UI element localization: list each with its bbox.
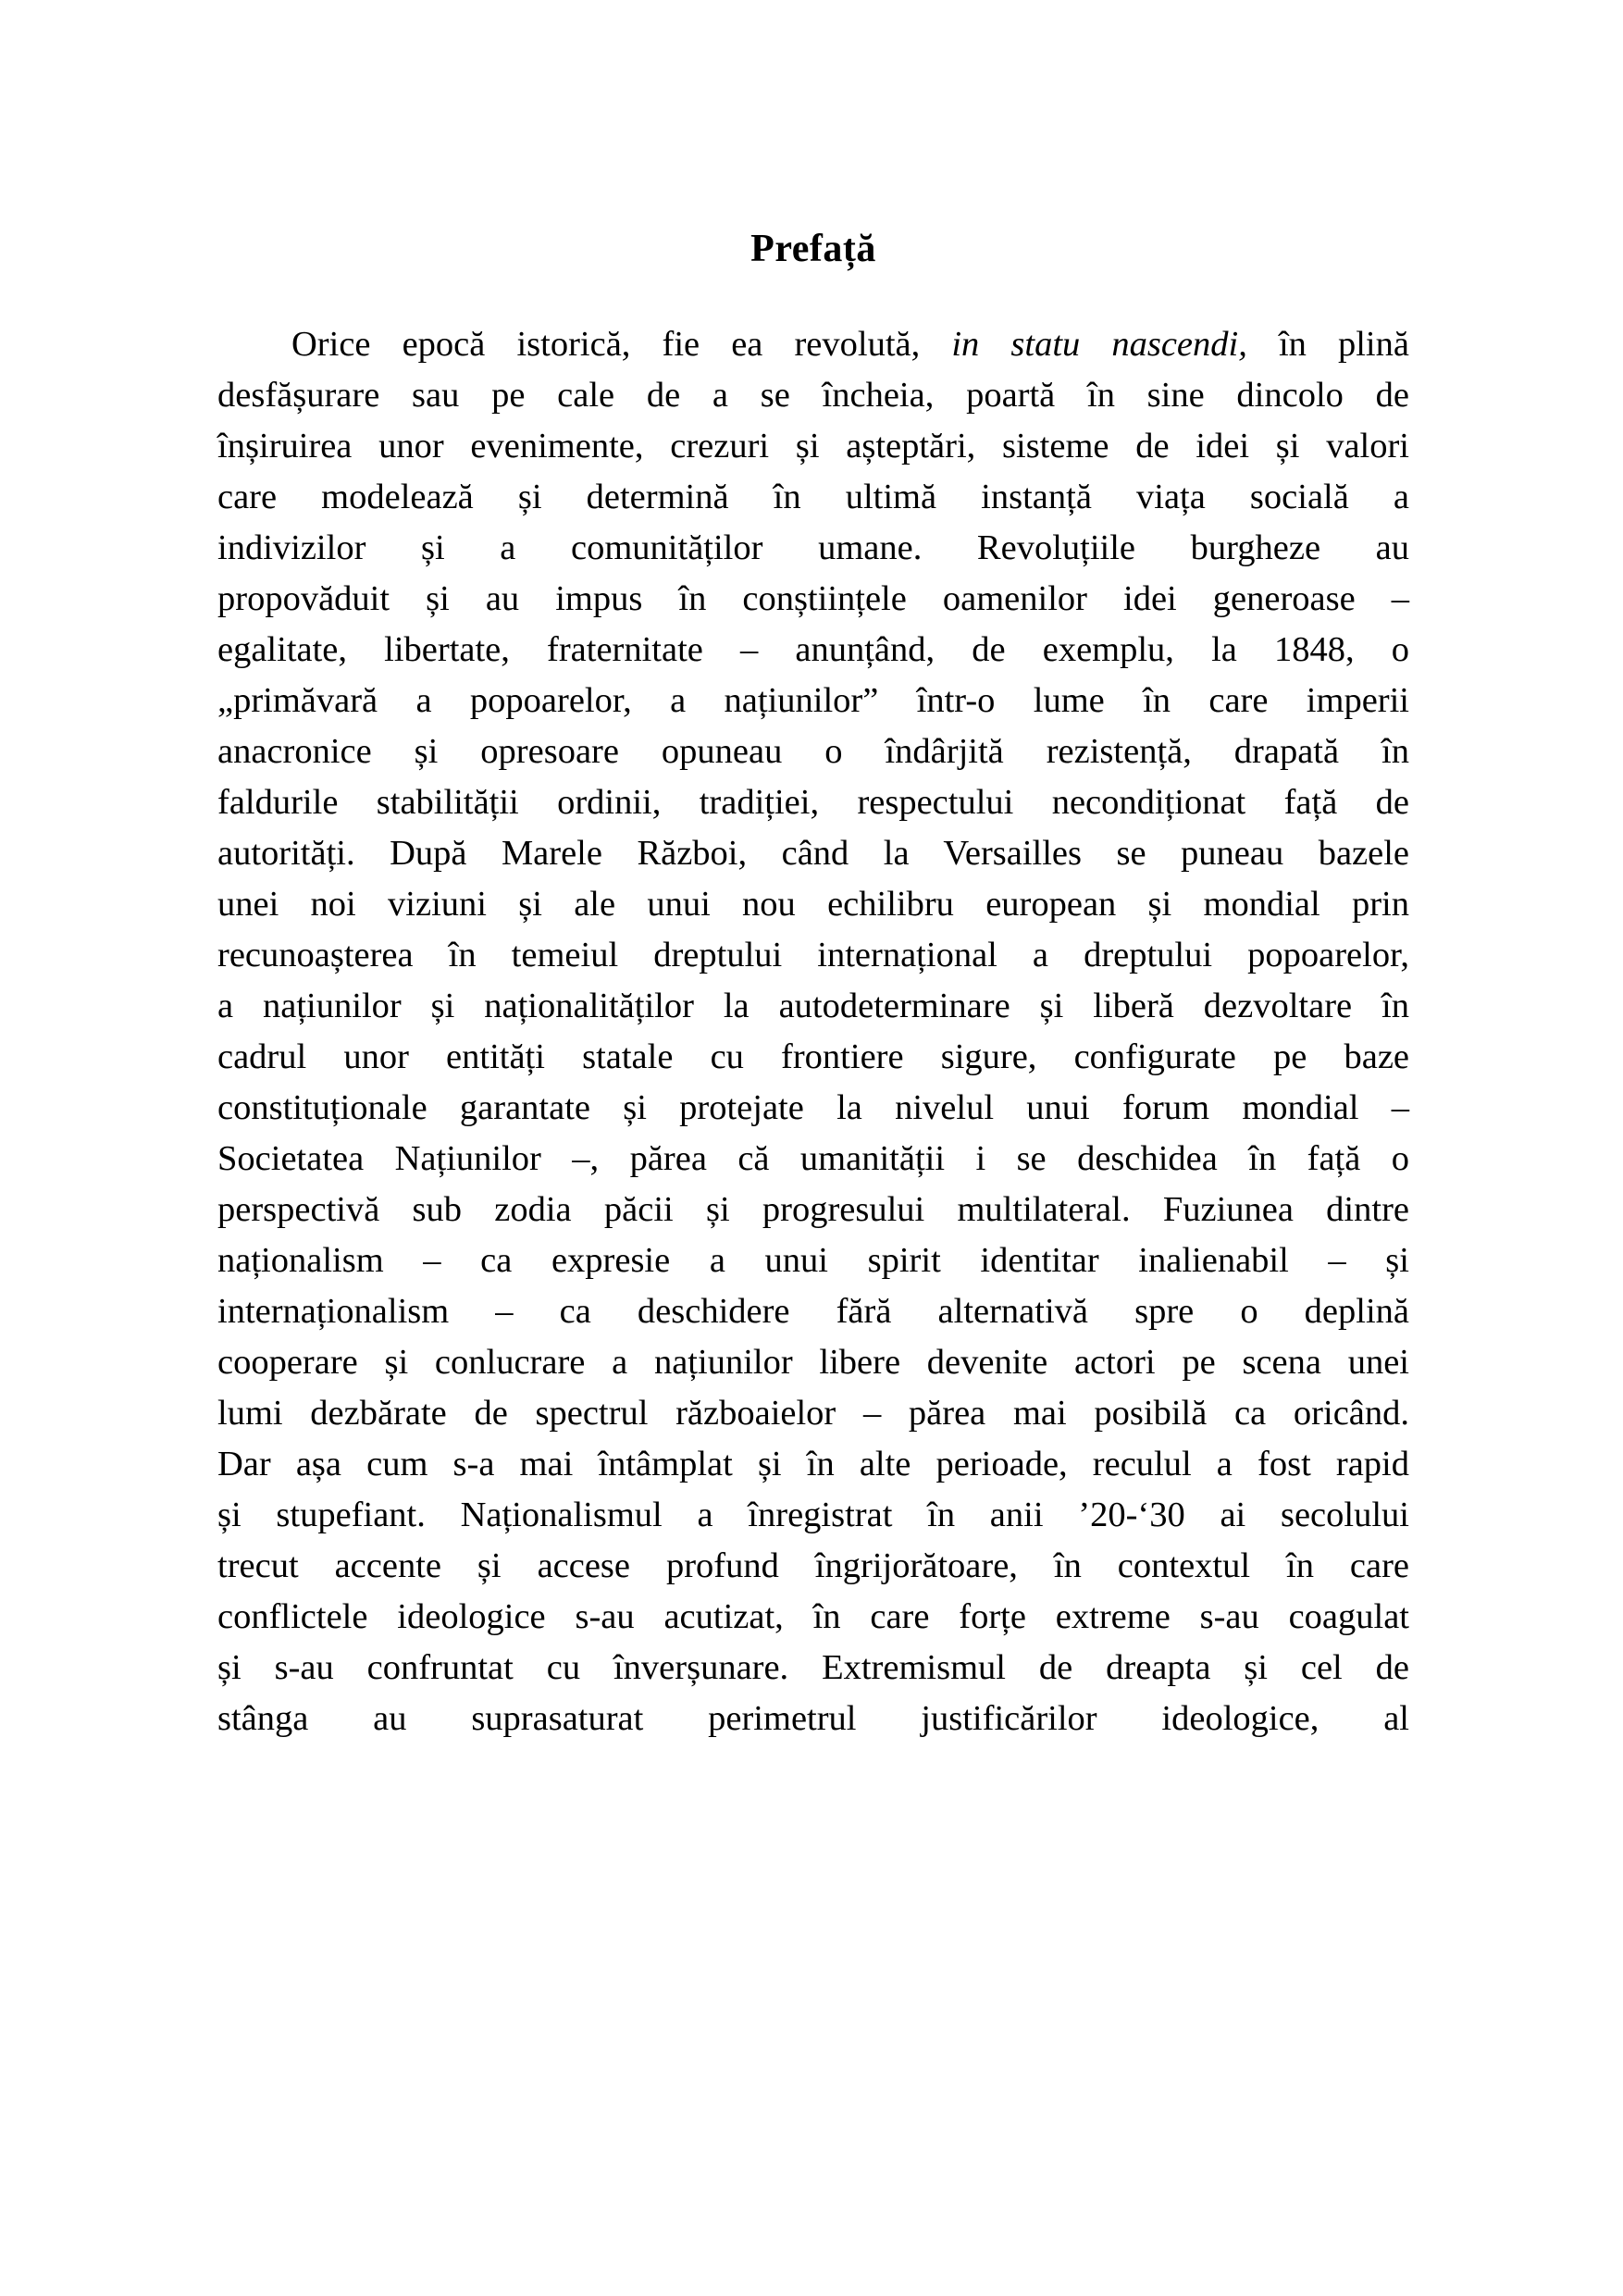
text-line: cooperare și conlucrare a națiunilor libere devenite actori pe scena unei xyxy=(217,1343,1409,1383)
text-line: faldurile stabilității ordinii, tradiției, respectului necondiționat față de xyxy=(217,783,1409,823)
page-content xyxy=(217,227,1409,1744)
preface-body xyxy=(217,319,1409,1744)
text-line: trecut accente și accese profund îngrijorătoare, în contextul în care xyxy=(217,1546,1409,1586)
text-line: constituționale garantate și protejate la nivelul unui forum mondial – xyxy=(217,1088,1409,1128)
text-line: recunoașterea în temeiul dreptului internațional a dreptului popoarelor, xyxy=(217,936,1409,975)
page-title: Prefață xyxy=(750,228,876,270)
text-line: naționalism – ca expresie a unui spirit identitar inalienabil – și xyxy=(217,1241,1409,1281)
text-line: Societatea Națiunilor –, părea că umanității i se deschidea în față o xyxy=(217,1139,1409,1179)
text-line: Orice epocă istorică, fie ea revolută, in statu nascendi, în plină xyxy=(291,325,1409,365)
text-line: propovăduit și au impus în conștiințele oamenilor idei generoase – xyxy=(217,579,1409,619)
text-line: lumi dezbărate de spectrul războaielor – părea mai posibilă ca oricând. xyxy=(217,1394,1409,1433)
text-line: desfășurare sau pe cale de a se încheia, poartă în sine dincolo de xyxy=(217,376,1409,416)
text-line: a națiunilor și naționalităților la autodeterminare și liberă dezvoltare în xyxy=(217,987,1409,1026)
text-line: unei noi viziuni și ale unui nou echilibru european și mondial prin xyxy=(217,885,1409,925)
text-line: egalitate, libertate, fraternitate – anunțând, de exemplu, la 1848, o xyxy=(217,630,1409,670)
text-line: și stupefiant. Naționalismul a înregistrat în anii ’20-‘30 ai secolului xyxy=(217,1496,1409,1535)
text-line: și s-au confruntat cu înverșunare. Extremismul de dreapta și cel de xyxy=(217,1648,1409,1688)
text-line: înșiruirea unor evenimente, crezuri și așteptări, sisteme de idei și valori xyxy=(217,427,1409,466)
text-line: anacronice și opresoare opuneau o îndârjită rezistență, drapată în xyxy=(217,732,1409,772)
text-line: care modelează și determină în ultimă instanță viața socială a xyxy=(217,478,1409,517)
text-line: „primăvară a popoarelor, a națiunilor” într-o lume în care imperii xyxy=(217,681,1409,721)
text-line: perspectivă sub zodia păcii și progresului multilateral. Fuziunea dintre xyxy=(217,1190,1409,1230)
text-line: internaționalism – ca deschidere fără alternativă spre o deplină xyxy=(217,1292,1409,1332)
text-line: Dar așa cum s-a mai întâmplat și în alte perioade, reculul a fost rapid xyxy=(217,1445,1409,1484)
text-line: autorități. După Marele Război, când la Versailles se puneau bazele xyxy=(217,834,1409,874)
latin-phrase: in statu nascendi, xyxy=(951,325,1247,365)
text-line: cadrul unor entități statale cu frontiere sigure, configurate pe baze xyxy=(217,1037,1409,1077)
paragraph-1 xyxy=(217,319,1409,1744)
text-line: indivizilor și a comunităților umane. Revoluțiile burgheze au xyxy=(217,528,1409,568)
text-line: stânga au suprasaturat perimetrul justificărilor ideologice, al xyxy=(217,1699,1409,1739)
text-line: conflictele ideologice s-au acutizat, în care forțe extreme s-au coagulat xyxy=(217,1597,1409,1637)
